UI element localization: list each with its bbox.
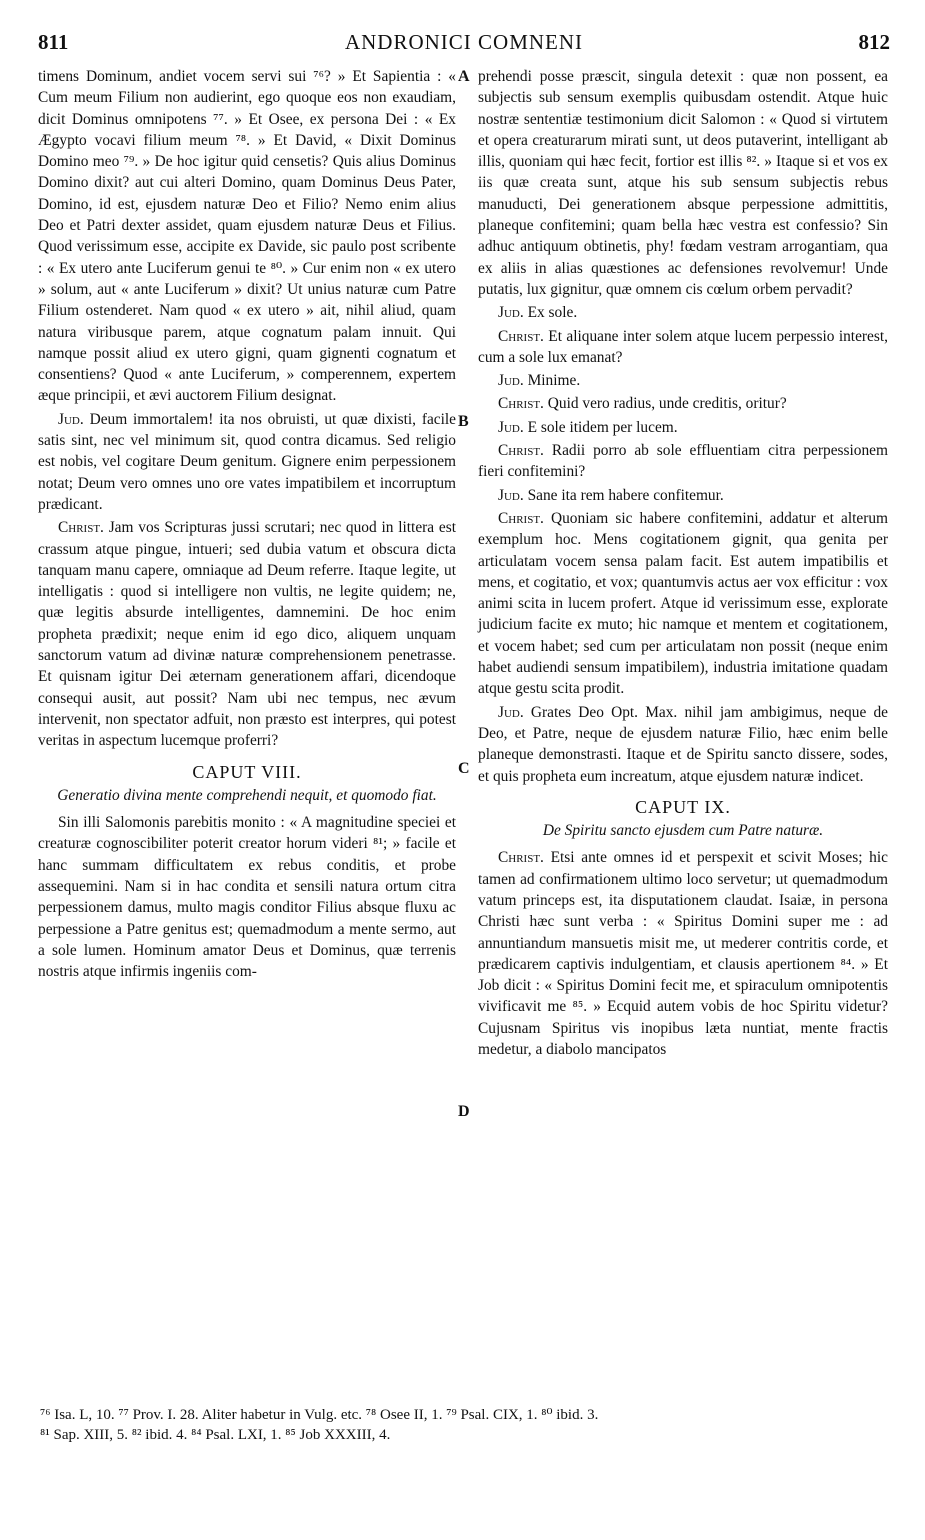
left-column (38, 66, 456, 984)
dialogue-line (478, 417, 888, 438)
dialogue-line (478, 508, 888, 700)
speaker-label: Christ. (498, 327, 544, 345)
dialogue-text: Sane ita rem habere confitemur. (527, 486, 724, 504)
dialogue-line (478, 302, 888, 323)
dialogue-line (478, 847, 888, 1060)
chapter-subtitle: Generatio divina mente comprehendi nequit, et quomodo fiat. (57, 786, 437, 804)
speaker-label: Jud. (498, 372, 524, 390)
speaker-label: Jud. (498, 418, 524, 436)
dialogue-text: Et aliquane inter solem atque lucem perpessio interest, cum a sole lux emanat? (478, 327, 888, 366)
dialogue-text: Minime. (527, 372, 581, 390)
speaker-label: Christ. (498, 849, 544, 867)
dialogue-text: Quoniam sic habere confitemini, addatur et alterum exemplum hoc. Mens cogitationem gignit, qua genita per articulatam vocem sensa palam facit. Est autem impatibilis et mens, et cogitatio, et vox; quantumvis actus aer vox efficitur : vox animi scita in lucem profert. Atque id verissimum esse, explorate judicium facite ex muto; hic namque et mentem et cogitationem, et vocem habet; sed cum per articulatam non possit (neque enim habet audiendi sensum impatibilem), industria imitatione quadam atque gestu scita prodit. (478, 509, 888, 698)
dialogue-text: Grates Deo Opt. Max. nihil jam ambigimus, neque de Deo, et Patre, neque de ejusdem naturæ Filio, hæc enim belle planeque demonstrasti. Itaque et de Spiritu sancto dissere, sodes, et quis propheta eum increatum, atque ejusdem naturæ indicet. (478, 703, 888, 785)
dialogue-line (478, 485, 888, 506)
page-number-left: 811 (38, 30, 69, 54)
dialogue-text: Etsi ante omnes id et perspexit et scivit Moses; hic tamen ad confirmationem ultimo loco servetur; ut quemadmodum vatum princeps est, ita disputationem claudat. Isaiæ, in persona Christi hæc sunt verba : « Spiritus Domini super me : ad annuntiandum mansuetis misit me, ut mederer contritis corde, et prædicarem captivis indulgentiam, et clausis apertionem ⁸⁴. » Et Job dicit : « Spiritus Domini fecit me, et spiraculum omnipotentis vivificavit me ⁸⁵. » Ecquid autem vobis de hoc Spiritu videtur? Cujusnam Spiritus vis inopibus læta nuntiat, mente fractis medetur, a diabolo mancipatos (478, 849, 888, 1059)
margin-marker-b: B (458, 413, 469, 430)
footnote-line: ⁷⁶ Isa. L, 10. ⁷⁷ Prov. I. 28. Aliter habetur in Vulg. etc. ⁷⁸ Osee II, 1. ⁷⁹ Psal. CIX, 1. ⁸⁰ ibid. 3. (40, 1407, 599, 1423)
paragraph-text: Deum immortalem! ita nos obruisti, ut quæ dixisti, facile satis sint, nec vel minimum sit, quod contra dicamus. Sed religio est nobis, vel cogitare Deum genitum. Gignere enim perpessionem notat; Deum vero omnes uno ore vates impatibilem et incorruptum prædicant. (38, 410, 456, 513)
dialogue-text: E sole itidem per lucem. (527, 418, 678, 436)
chapter-subtitle: De Spiritu sancto ejusdem cum Patre naturæ. (542, 822, 824, 840)
chapter-heading: CAPUT IX. (635, 796, 731, 817)
paragraph (38, 517, 456, 751)
speaker-label: Jud. (498, 304, 524, 322)
speaker-label: Jud. (58, 410, 84, 428)
speaker-label: Christ. (498, 509, 544, 527)
paragraph: Sin illi Salomonis parebitis monito : « A magnitudine speciei et creaturæ cognoscibiliter poterit creator horum videri ⁸¹; » facile et hanc summam difficultatem ex rebus conditis, et probe assequemini. Nam si in hac condita et sensili natura ortum citra perpessionem damus, multo magis conditor Filius absque fluxu ac perpessione a Patre genitus est; quemadmodum a mente sermo, aut a sole lumen. Hominum amator Deus et Dominus, quæ terrenis nostris atque infirmis ingeniis com- (38, 814, 456, 981)
paragraph: prehendi posse præscit, singula detexit : quæ non possent, ea subjectis sub sensum exemplis quibusdam ostendit. Atque huic nostræ sententiæ testimonium dicit Salomon : « Quod si virtutem et opera creaturarum mirati sunt, ut deos putaverint, intelligant ab illis, quoniam qui hæc fecit, fortior est illis ⁸². » Itaque si et vos ex iis quæ creata sunt, atque his sub sensum subjectis rebus manuducti, Dei generationem absque perpessione admittitis, planeque confitemini; quam bella hæc vestra est confessio? Sin adhuc antiquum obtinetis, phy! fœdam vestram arrogantiam, qua ex aliis in alias quæstiones ac defensiones revolvemur! Unde putatis, lux gignitur, quæ omnem cis cœlum orbem pervadit? (478, 68, 888, 298)
margin-marker-c: C (458, 760, 470, 777)
paragraph-text: Jam vos Scripturas jussi scrutari; nec quod in littera est crassum atque pingue, intueri; sed dubia vatum et obscura dicta tanquam manu capere, omniaque ad Deum referre. Itaque legite, ut intelligatis : quod si intelligere non vultis, ne legite quidem; ne, quæ legitis absurde intelligentes, damnemini. De hoc enim propheta prædixit; neque enim id ego dico, aliquem unquam sanctorum vatum ad divinæ naturæ comprehensionem penetrasse. Et quisnam igitur Dei æternam generationem affari, dicendoque consequi ausit, aut possit? Nam ubi nec tempus, nec ævum intervenit, non spectator adfuit, non præsto est interpres, qui potest veritas in aspectum lucemque proferri? (38, 519, 456, 750)
dialogue-line (478, 393, 888, 414)
dialogue-line (478, 702, 888, 787)
dialogue-text: Radii porro ab sole effluentiam citra perpessionem fieri confitemini? (478, 442, 888, 481)
footnote-line: ⁸¹ Sap. XIII, 5. ⁸² ibid. 4. ⁸⁴ Psal. LXI, 1. ⁸⁵ Job XXXIII, 4. (40, 1427, 391, 1443)
dialogue-line (478, 326, 888, 369)
dialogue-line (478, 440, 888, 483)
margin-marker-d: D (458, 1103, 470, 1120)
margin-marker-a: A (458, 68, 470, 85)
speaker-label: Christ. (498, 395, 544, 413)
page-number-right: 812 (858, 30, 890, 54)
speaker-label: Christ. (58, 519, 104, 537)
speaker-label: Jud. (498, 703, 524, 721)
right-column (478, 66, 888, 1062)
paragraph (38, 409, 456, 515)
footnotes (40, 1405, 890, 1445)
dialogue-text: Quid vero radius, unde creditis, oritur? (547, 395, 787, 413)
dialogue-line (478, 370, 888, 391)
speaker-label: Christ. (498, 442, 544, 460)
chapter-heading: CAPUT VIII. (192, 761, 302, 782)
dialogue-text: Ex sole. (527, 304, 578, 322)
paragraph: timens Dominum, andiet vocem servi sui ⁷⁶? » Et Sapientia : « Cum meum Filium non audierint, ego quoque eos non exaudiam, dicit Dominus omnipotens ⁷⁷. » Et Osee, ex persona Dei : « Ex Ægypto vocavi filium meum ⁷⁸. » Et David, « Dixit Dominus Domino meo ⁷⁹. » De hoc igitur quid censetis? Quis alius Dominus Domino dixit? aut cui alteri Domino, quam Dominus Deus Pater, Domino, id est, ejusdem naturæ Deo et Filio? Nemo enim alius Deo et Patri dexter assidet, quam ejusdem naturæ Deus et Filius. Quod verissimum esse, accipite ex Davide, sic paulo post scribente : « Ex utero ante Luciferum genui te ⁸⁰. » Cur enim non « ex utero » solum, aut « ante Luciferum » dixit? Ut unius naturæ cum Patre Filium ostenderet. Nam quod « ex utero » ait, nihil aliud, quam natura viribusque parem, atque cognatum palam innuit. Qui namque possit aliud ex utero gigni, quam gignenti cognatum et consentiens? Quod « ante Luciferum, » comperennem, expertem æque principii, et ævi auctorem Filium designat. (38, 68, 456, 405)
speaker-label: Jud. (498, 486, 524, 504)
running-title: ANDRONICI COMNENI (344, 30, 584, 54)
page-header (38, 30, 890, 60)
